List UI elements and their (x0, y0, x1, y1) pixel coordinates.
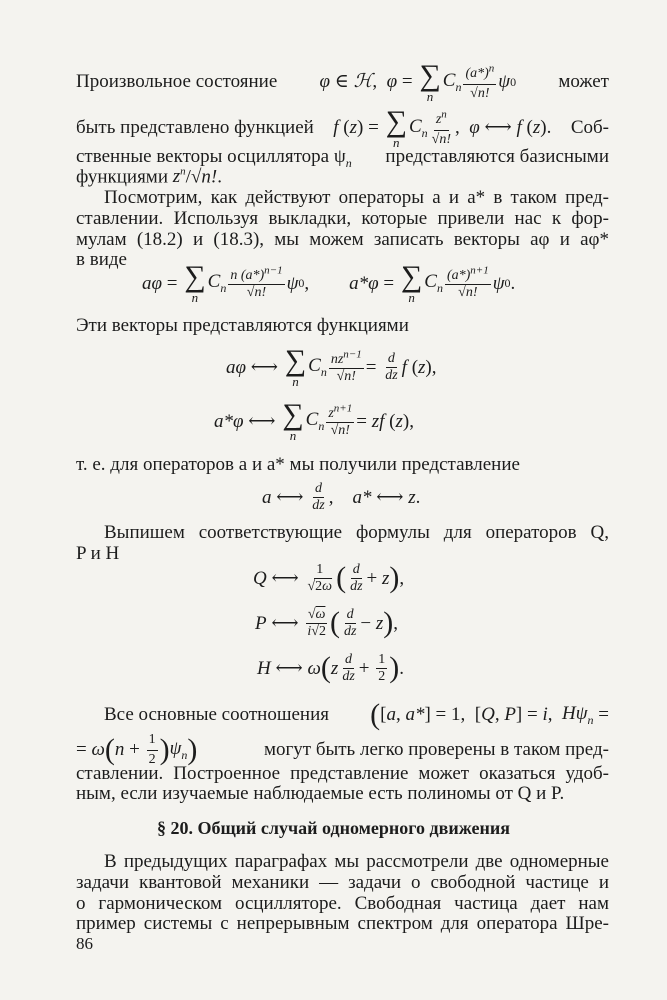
formula-display: a*φ ⟷ ∑ n $C_n$ $\frac{z^{n+1}}{√n!}$ = zf ( z ), (214, 397, 414, 443)
text-line (76, 59, 609, 104)
formula-display: a φ = ∑ n $C_n$ $\frac{n (a*)^{n-1}}{√n!}$ ψ 0 , a*φ = ∑ n $C_n$ $\frac{(a*)^{n+1}}{√n!}$ ψ 0 . (142, 259, 516, 305)
section-heading: § 20. Общий случай одномерного движения (156, 818, 510, 838)
formula-inline: = ω ( n + $\frac{1}{2}$ ) $\psi_n$ ) (76, 732, 198, 767)
text-segment: функциями (76, 166, 169, 188)
text-line: ставлении. Используя выкладки, которые привели нас к фор- (76, 208, 609, 229)
text-line: Эти векторы представляются функциями (76, 315, 409, 336)
text-segment: Все основные соотношения (104, 703, 329, 725)
text-line: мулам (18.2) и (18.3), мы можем записать векторы aφ и aφ* (76, 229, 609, 250)
text-segment: Соб- (570, 117, 609, 139)
formula-inline: ( [ a , a* ] = 1, [ Q , P ] = i , $H\psi_n$ = (370, 698, 609, 731)
text-line: задачи квантовой механики — задачи о свободной частице и (76, 872, 609, 893)
page-number: 86 (76, 934, 93, 953)
text-line: в виде (76, 249, 127, 270)
text-segment: могут быть легко проверены в таком пред- (263, 738, 609, 760)
text-segment: может (558, 71, 609, 93)
text-line (76, 105, 609, 150)
text-line: функциями $z^n/√n$!. (76, 166, 222, 188)
formula-display: Q ⟷ $\frac{1}{√2\omega}$ ( $\frac{d}{dz}$ + z ) , (253, 561, 405, 594)
formula-inline: f ( z ) = ∑ n $C_n$ $\frac{z^n}{√n!}$ , φ ⟷ f ( z ). (333, 105, 552, 150)
text-line: ставлении. Построенное представление может оказаться удоб- (76, 763, 609, 784)
text-line: Посмотрим, как действуют операторы a и a* в таком пред- (104, 187, 609, 208)
formula-display: a ⟷ $\frac{d}{dz}$ , a* ⟷ z . (262, 480, 421, 513)
text-line: о гармоническом осцилляторе. Свободная частица дает нам (76, 893, 609, 914)
text-line: ным, если изучаемые наблюдаемые есть полиномы от Q и P. (76, 783, 565, 804)
text-line: P и H (76, 543, 120, 564)
text-line: ственные векторы осциллятора $\psi_n$ представляются базисными (76, 146, 609, 170)
text-segment: ственные векторы осциллятора ψ (76, 146, 346, 167)
text-segment: быть представлено функцией (76, 117, 314, 139)
text-line: Выпишем соответствующие формулы для операторов Q, (104, 522, 609, 543)
text-segment: представляются базисными (385, 146, 609, 167)
formula-display: H ⟷ ω ( z $\frac{d}{dz}$ + $\frac{1}{2}$ ) . (257, 651, 404, 684)
text-segment: Произвольное состояние (76, 71, 278, 93)
formula-display: P ⟷ $\frac{√\omega}{i√2}$ ( $\frac{d}{dz}$ − z ) , (255, 606, 399, 639)
formula-inline: φ ∈ ℋ , φ = ∑ n $C_n$ $\frac{(a*)^n}{√n!}$ ψ 0 (319, 59, 517, 104)
formula-display: aφ ⟷ ∑ n $C_n$ $\frac{nz^{n-1}}{√n!}$ = $\frac{d}{dz}$ f ( z ), (226, 343, 437, 389)
text-line: В предыдущих параграфах мы рассмотрели две одномерные (104, 851, 609, 872)
text-line: т. е. для операторов a и a* мы получили представление (76, 454, 520, 475)
text-line: пример системы с непрерывным спектром для оператора Шре- (76, 913, 609, 934)
text-line (104, 700, 609, 730)
